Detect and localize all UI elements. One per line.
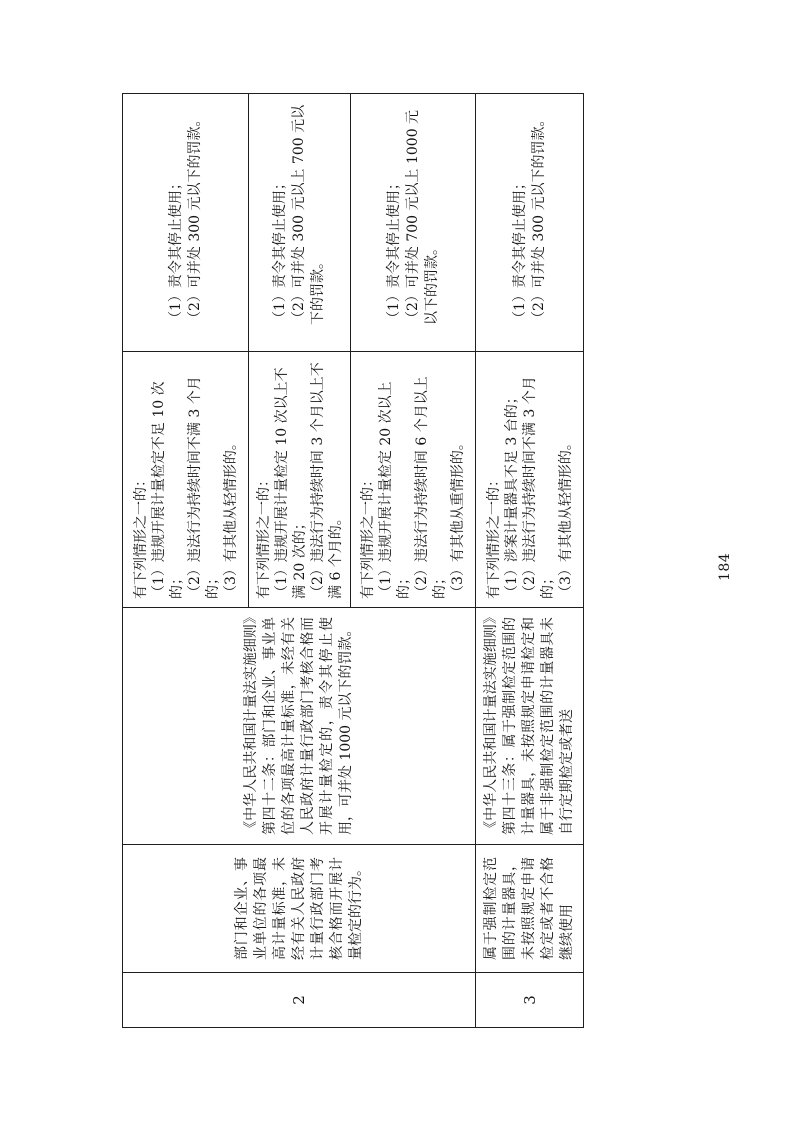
situation-line: （3）有其他从轻情形的。 (222, 436, 239, 599)
sub-row-1 (123, 94, 249, 607)
illegal-act-cell (123, 844, 475, 972)
situation-line: （1）违规开展计量检定 10 次以上不满 20 次的； (273, 367, 308, 599)
situation-line: （2）违法行为持续时间 3 个月以上不满 6 个月的。 (309, 362, 344, 599)
illegal-act-cell (476, 844, 583, 972)
metrology-penalty-table (122, 93, 584, 1028)
legal-basis-cell (476, 607, 583, 844)
penalty-line: （1）责令其停止使用； (167, 176, 184, 325)
legal-basis-text: 《中华人民共和国计量法实施细则》第四十二条：部门和企业、事业单位的各项最高计量标准，未经有关人民政府计量行政部门考核合格而开展计量检定的，责令其停止使用，可并处 1000 元以下的罚款。 (243, 617, 354, 835)
sub-row-1 (476, 94, 583, 607)
situation-line: （3）有其他从重情形的。 (450, 436, 466, 599)
situation-line: （1）违规开展计量检定不足 10 次的； (150, 381, 185, 599)
legal-basis-text: 《中华人民共和国计量法实施细则》第四十三条：属于强制检定范围的计量器具，未按照规定申请检定和属于非强制检定范围的计量器具未自行定期检定或者送 (483, 617, 575, 835)
penalty-cell (249, 94, 350, 351)
situation-line: （3）有其他从轻情形的。 (557, 436, 574, 599)
page-number: 184 (717, 552, 733, 581)
penalty-line: （2）可并处 300 元以下的罚款。 (530, 112, 547, 325)
case-penalty-group (476, 94, 583, 607)
situation-line: 有下列情形之一的： (255, 473, 272, 599)
penalty-line: （2）可并处 300 元以下的罚款。 (186, 112, 203, 325)
penalty-line: （1）责令其停止使用； (511, 176, 528, 325)
penalty-cell (351, 94, 475, 351)
penalty-line: （1）责令其停止使用； (385, 176, 402, 325)
illegal-act-text: 属于强制检定范围的计量器具，未按照规定申请检定或者不合格继续使用 (483, 857, 575, 960)
legal-basis-cell (123, 607, 475, 844)
situation-line: （2）违法行为持续时间 6 个月以上的； (414, 376, 448, 599)
situation-line: （2）违法行为持续时间不满 3 个月的； (521, 376, 556, 599)
situation-cell (476, 351, 583, 607)
sub-row-2 (249, 94, 351, 607)
case-penalty-group (123, 94, 475, 607)
illegal-act-text: 部门和企业、事业单位的各项最高计量标准，未经有关人民政府计量行政部门考核合格而开展计量检定的行为。 (233, 857, 364, 960)
situation-line: （1）违规开展计量检定 20 次以上的； (378, 381, 412, 599)
situation-cell (351, 351, 475, 607)
penalty-line: （2）可并处 300 元以上 700 元以下的罚款。 (291, 104, 326, 325)
situation-line: 有下列情形之一的： (360, 473, 376, 599)
row-index-cell: 3 (476, 972, 583, 1027)
row-index-cell: 2 (123, 972, 475, 1027)
situation-line: 有下列情形之一的： (132, 473, 149, 599)
situation-line: （1）涉案计量器具不足 3 台的； (503, 390, 520, 599)
table-row-3 (476, 94, 583, 1027)
penalty-cell (476, 94, 583, 351)
situation-cell (123, 351, 248, 607)
sub-row-3 (351, 94, 475, 607)
penalty-line: （1）责令其停止使用； (272, 176, 288, 325)
penalty-line: （2）可并处 700 元以上 1000 元以下的罚款。 (404, 109, 440, 325)
situation-line: 有下列情形之一的： (485, 473, 502, 599)
penalty-cell (123, 94, 248, 351)
situation-cell (249, 351, 350, 607)
table-row-2 (123, 94, 476, 1027)
situation-line: （2）违法行为持续时间不满 3 个月的； (186, 376, 221, 599)
